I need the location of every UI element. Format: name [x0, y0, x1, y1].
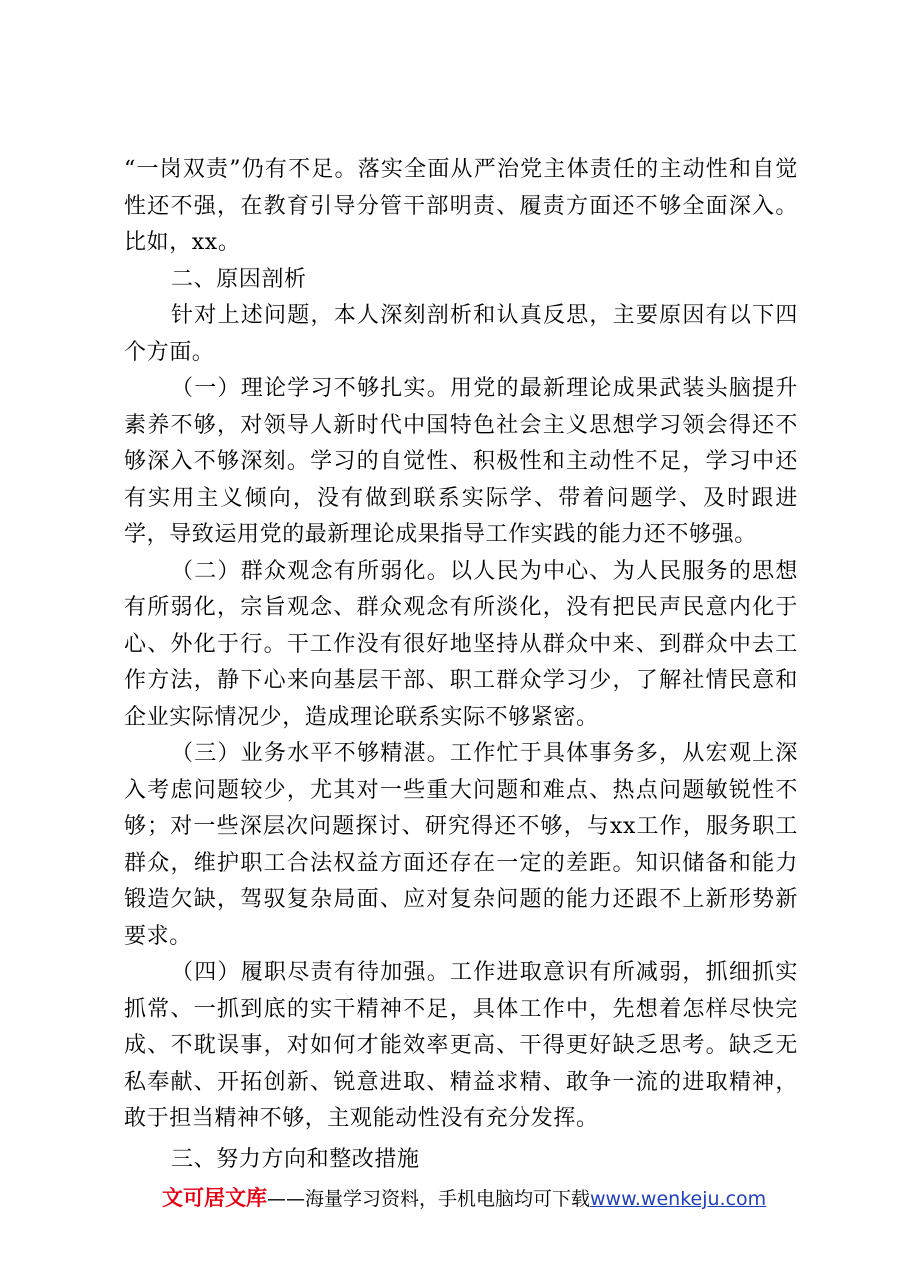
footer-brand: 文可居文库: [162, 1186, 267, 1210]
footer-url-link[interactable]: www.wenkeju.com: [590, 1188, 767, 1210]
paragraph-business-level: （三）业务水平不够精湛。工作忙于具体事务多，从宏观上深入考虑问题较少，尤其对一些重大问题和难点、热点问题敏锐性不够；对一些深层次问题探讨、研究得还不够，与xx工作，服务职工群众，维护职工合法权益方面还存在一定的差距。知识储备和能力锻造欠缺，驾驭复杂局面、应对复杂问题的能力还跟不上新形势新要求。: [124, 741, 798, 949]
paragraph-continuation: “一岗双责”仍有不足。落实全面从严治党主体责任的主动性和自觉性还不强，在教育引导分管干部明责、履责方面还不够全面深入。比如，xx。: [124, 157, 798, 255]
paragraph-duty-performance: （四）履职尽责有待加强。工作进取意识有所减弱，抓细抓实抓常、一抓到底的实干精神不足，具体工作中，先想着怎样尽快完成、不耽误事，对如何才能效率更高、干得更好缺乏思考。缺乏无私奉献、开拓创新、锐意进取、精益求精、敢争一流的进取精神，敢于担当精神不够，主观能动性没有充分发挥。: [124, 960, 798, 1131]
footer-banner: [162, 1182, 766, 1212]
footer-slogan: ——海量学习资料，手机电脑均可下载: [267, 1188, 591, 1210]
document-body: [124, 152, 798, 1178]
paragraph-intro: 针对上述问题，本人深刻剖析和认真反思，主要原因有以下四个方面。: [124, 303, 798, 365]
section-heading-cause-analysis: 二、原因剖析: [171, 266, 307, 292]
paragraph-mass-concept: （二）群众观念有所弱化。以人民为中心、为人民服务的思想有所弱化，宗旨观念、群众观念有所淡化，没有把民声民意内化于心、外化于行。干工作没有很好地坚持从群众中来、到群众中去工作方法，静下心来向基层干部、职工群众学习少，了解社情民意和企业实际情况少，造成理论联系实际不够紧密。: [124, 558, 798, 730]
section-heading-rectification: 三、努力方向和整改措施: [171, 1146, 420, 1172]
paragraph-theory-study: （一）理论学习不够扎实。用党的最新理论成果武装头脑提升素养不够，对领导人新时代中国特色社会主义思想学习领会得还不够深入不够深刻。学习的自觉性、积极性和主动性不足，学习中还有实用主义倾向，没有做到联系实际学、带着问题学、及时跟进学，导致运用党的最新理论成果指导工作实践的能力还不够强。: [124, 376, 798, 547]
